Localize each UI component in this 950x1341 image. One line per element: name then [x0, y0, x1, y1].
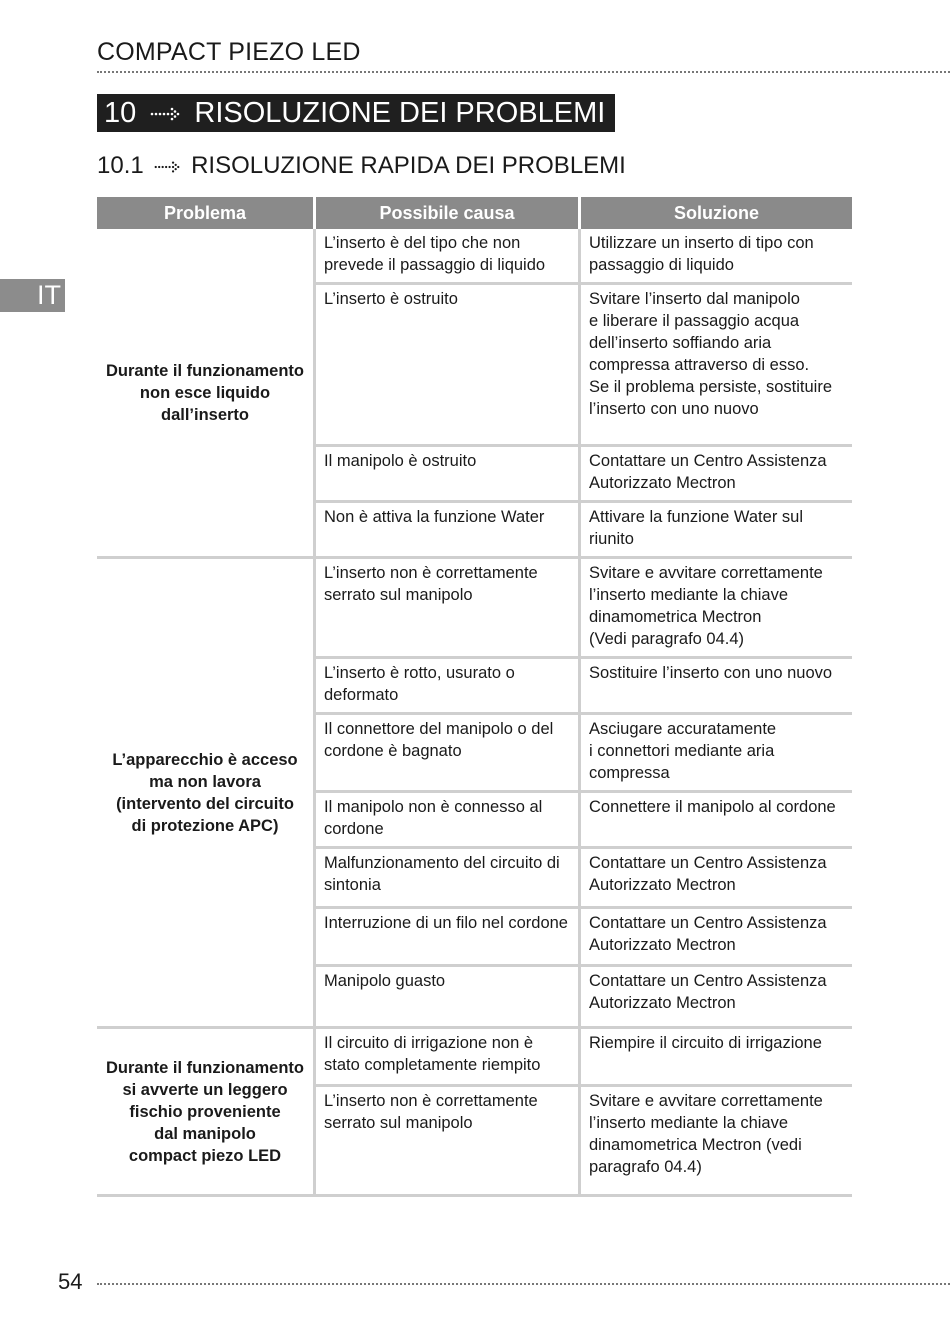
table-row — [97, 559, 852, 659]
problem-cell: L’apparecchio è acceso ma non lavora (intervento del circuito di protezione APC) — [97, 559, 316, 1029]
cause-cell: Malfunzionamento del circuito di sintonia — [316, 849, 581, 909]
dotted-arrow-icon — [150, 106, 180, 122]
cause-cell: Il manipolo è ostruito — [316, 447, 581, 503]
chapter-number: 10 — [104, 97, 137, 129]
cause-cell: Interruzione di un filo nel cordone — [316, 909, 581, 967]
chapter-heading — [97, 94, 615, 132]
solution-cell: Asciugare accuratamente i connettori mediante aria compressa — [581, 715, 852, 793]
language-tab: IT — [0, 279, 65, 312]
footer-dotted-rule — [97, 1283, 950, 1285]
solution-cell: Svitare e avvitare correttamente l’inserto mediante la chiave dinamometrica Mectron (vedi paragrafo 04.4) — [581, 1087, 852, 1197]
solution-cell: Connettere il manipolo al cordone — [581, 793, 852, 849]
table-header-row — [97, 197, 852, 229]
header-dotted-rule — [97, 71, 950, 73]
dotted-arrow-icon — [154, 160, 180, 174]
solution-cell: Svitare l’inserto dal manipolo e liberare il passaggio acqua dell’inserto soffiando aria compressa attraverso di esso. Se il problema persiste, sostituire l’inserto con uno nuovo — [581, 285, 852, 447]
cause-cell: Il manipolo non è connesso al cordone — [316, 793, 581, 849]
cause-cell: L’inserto è ostruito — [316, 285, 581, 447]
solution-cell: Riempire il circuito di irrigazione — [581, 1029, 852, 1087]
solution-cell: Contattare un Centro Assistenza Autorizzato Mectron — [581, 909, 852, 967]
document-header-title: COMPACT PIEZO LED — [97, 38, 361, 66]
troubleshooting-table — [97, 197, 852, 1197]
cause-cell: Il connettore del manipolo o del cordone è bagnato — [316, 715, 581, 793]
cause-cell: L’inserto è del tipo che non prevede il passaggio di liquido — [316, 229, 581, 285]
cause-cell: L’inserto non è correttamente serrato sul manipolo — [316, 1087, 581, 1197]
table-row — [97, 229, 852, 285]
column-header-cause: Possibile causa — [316, 197, 581, 229]
solution-cell: Sostituire l’inserto con uno nuovo — [581, 659, 852, 715]
cause-cell: L’inserto non è correttamente serrato sul manipolo — [316, 559, 581, 659]
cause-cell: Il circuito di irrigazione non è stato completamente riempito — [316, 1029, 581, 1087]
section-title: RISOLUZIONE RAPIDA DEI PROBLEMI — [191, 152, 626, 179]
cause-cell: Manipolo guasto — [316, 967, 581, 1029]
cause-cell: L’inserto è rotto, usurato o deformato — [316, 659, 581, 715]
section-number: 10.1 — [97, 152, 144, 179]
table-row — [97, 1029, 852, 1087]
problem-cell: Durante il funzionamento si avverte un leggero fischio proveniente dal manipolo compact piezo LED — [97, 1029, 316, 1197]
cause-cell: Non è attiva la funzione Water — [316, 503, 581, 559]
chapter-title: RISOLUZIONE DEI PROBLEMI — [194, 97, 606, 129]
column-header-problem: Problema — [97, 197, 316, 229]
solution-cell: Utilizzare un inserto di tipo con passaggio di liquido — [581, 229, 852, 285]
solution-cell: Contattare un Centro Assistenza Autorizzato Mectron — [581, 849, 852, 909]
column-header-solution: Soluzione — [581, 197, 852, 229]
solution-cell: Contattare un Centro Assistenza Autorizzato Mectron — [581, 447, 852, 503]
solution-cell: Attivare la funzione Water sul riunito — [581, 503, 852, 559]
solution-cell: Svitare e avvitare correttamente l’inserto mediante la chiave dinamometrica Mectron (Vedi paragrafo 04.4) — [581, 559, 852, 659]
section-heading — [97, 152, 626, 180]
page-number: 54 — [58, 1269, 83, 1294]
problem-cell: Durante il funzionamento non esce liquido dall’inserto — [97, 229, 316, 559]
solution-cell: Contattare un Centro Assistenza Autorizzato Mectron — [581, 967, 852, 1029]
